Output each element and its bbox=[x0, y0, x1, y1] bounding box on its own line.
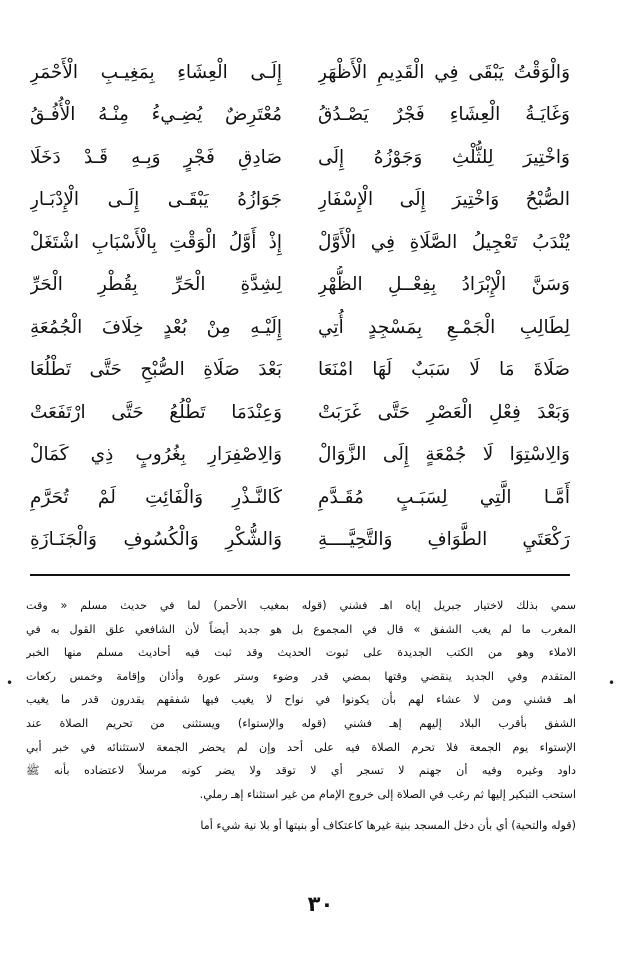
verse-first-hemistich: الصُّبْحُ وَاخْتِيرَ إِلَى الْإِسْفَارِ bbox=[318, 189, 570, 211]
footnote-line: داود وغيره وفيه أن جهنم لا تسجر أي لا توقد ولا يضر كونه مرسلاً لاعتضاده بأنه ﷺ bbox=[26, 764, 576, 778]
verse-second-hemistich: كَالنَّـذْرِ وَالْفَائِتِ لَمْ تُحَرَّمِ bbox=[30, 486, 282, 508]
verse-first-hemistich: وَالِاسْتِوَا لَا جُمْعَةٍ إِلَى الزَّوَالْ bbox=[318, 444, 570, 466]
poem-verse bbox=[30, 436, 570, 474]
poem-verse bbox=[30, 96, 570, 134]
verse-second-hemistich: وَعِنْدَمَا تَطْلُعُ حَتَّى ارْتَفَعَتْ bbox=[30, 401, 282, 423]
verse-first-hemistich: وَبَعْدَ فِعْلِ الْعَصْرِ حَتَّى غَرَبَتْ bbox=[318, 401, 570, 423]
verse-first-hemistich: أَمَّـا الَّتِي لِسَبَـبٍ مُقَـدَّمِ bbox=[318, 486, 570, 508]
poem-verse bbox=[30, 351, 570, 389]
verse-first-hemistich: يُنْدَبُ تَعْجِيلُ الصَّلَاةِ فِي الْأَوَّلْ bbox=[318, 231, 570, 253]
footnote-line: الاملاء وهو من الكتب الجديدة على ثبوت الحديث وقد ثبت فيه أحاديث مسلم منها الخبر bbox=[26, 646, 576, 660]
footnotes-block bbox=[26, 594, 576, 838]
verse-first-hemistich: وَاخْتِيرَ لِلثُّلْثِ وَجَوْزُهُ إِلَى bbox=[318, 146, 570, 168]
footnote-line: سمي بذلك لاختيار جبريل إياه اهـ فشني (قوله بمغيب الأحمر) لما في حديث مسلم « وقت bbox=[26, 599, 576, 612]
poem-verse bbox=[30, 54, 570, 92]
footnote-line: (قوله والتحية) أي بأن دخل المسجد بنية غيرها كاعتكاف أو بنيتها أو بلا نية شيء أما bbox=[200, 819, 576, 833]
footnote-line: المتقدم وفي الجديد ينقضي وقتها بمضي قدر وضوء وستر عورة وأذان وإقامة وخمس ركعات bbox=[26, 669, 576, 683]
verse-second-hemistich: وَالِاصْفِرَارِ بِغُرُوبٍ ذِي كَمَالْ bbox=[30, 444, 282, 466]
footnote-line: المغرب ما لم يغب الشفق » قال في المجموع بل هو جديد أيضاً لأن الشافعي علق القول به في bbox=[26, 622, 576, 636]
verse-second-hemistich: بَعْدَ صَلَاةِ الصُّبْحِ حَتَّى تَطْلُعَا bbox=[30, 359, 282, 381]
verse-second-hemistich: إِلَـى الْعِشَاءِ بِمَغِيـبِ الْأَحْمَرِ bbox=[30, 62, 282, 83]
verse-second-hemistich: لِشِدَّةِ الْحَرِّ بِقُطْرِ الْحَرِّ bbox=[30, 274, 282, 296]
footnote-line: الإستواء يوم الجمعة فلا تحرم الصلاة فيه على أحد وإن لم يحضر الجمعة لاستثنائه في خبر أبي bbox=[26, 740, 576, 754]
verse-second-hemistich: وَالشُّكْرِ وَالْكُسُوفِ وَالْجَنَـازَةِ bbox=[30, 528, 282, 550]
poem-verses bbox=[30, 54, 570, 559]
verse-second-hemistich: جَوَازُهُ يَبْقَـى إِلَـى الْإِدْبَـارِ bbox=[30, 189, 282, 211]
margin-mark: • bbox=[608, 676, 616, 690]
poem-verse bbox=[30, 181, 570, 219]
verse-first-hemistich: وَالْوَقْتُ يَبْقَى فِي الْقَدِيمِ الْأَظْهَرِ bbox=[318, 62, 570, 83]
margin-mark: • bbox=[6, 676, 14, 690]
verse-first-hemistich: صَلَاةَ مَا لَا سَبَبٌ لَهَا امْنَعَا bbox=[318, 359, 570, 381]
verse-first-hemistich: وَسَنَّ الْإِبْرَادُ بِفِعْــلِ الظُّهْرِ bbox=[318, 274, 570, 296]
page-number: ٣٠ bbox=[307, 892, 334, 916]
footnote-line: الشفق بأقرب البلاد إليهم إهـ فشني (قوله والإستواء) ويستثنى من تحريم الصلاة عند bbox=[26, 716, 576, 730]
verse-first-hemistich: وَغَايَـةُ الْعِشَاءِ فَجْرٌ يَصْـدُقُ bbox=[318, 104, 570, 126]
poem-verse bbox=[30, 394, 570, 432]
poem-verse bbox=[30, 309, 570, 347]
verse-second-hemistich: إِذْ أَوَّلُ الْوَقْتِ بِالْأَسْبَابِ اشْتَغَلْ bbox=[30, 231, 282, 253]
footnote-separator-rule bbox=[30, 574, 570, 576]
poem-verse bbox=[30, 139, 570, 177]
footnote-line: اهـ فشني ومن لا عشاء لهم بأن يكونوا في نواح لا يغيب فيها شفقهم يقدرون قدر ما يغيب bbox=[26, 693, 576, 707]
verse-second-hemistich: صَادِقِ فَجْرٍ وَبِـهِ قَـدْ دَخَلَا bbox=[30, 146, 282, 168]
verse-first-hemistich: رَكْعَتَيِ الطَّوَافِ وَالتَّحِيَّــــةِ bbox=[318, 528, 570, 550]
poem-verse bbox=[30, 479, 570, 517]
poem-verse bbox=[30, 266, 570, 304]
poem-verse bbox=[30, 521, 570, 559]
poem-verse bbox=[30, 224, 570, 262]
footnote-line: استحب التبكير إليها ثم رغب في الصلاة إلى خروج الإمام من غير استثناء إهـ رملي. bbox=[199, 787, 576, 801]
verse-second-hemistich: مُعْتَرِضٌ يُضِـيءُ مِنْـهُ الْأُفُـقُ bbox=[30, 104, 282, 126]
verse-second-hemistich: إِلَيْـهِ مِنْ بُعْدٍ خِلَافَ الْجُمُعَةِ bbox=[30, 316, 282, 338]
verse-first-hemistich: لِطَالِبِ الْجَمْـعِ بِمَسْجِدٍ أُتِي bbox=[318, 316, 570, 338]
